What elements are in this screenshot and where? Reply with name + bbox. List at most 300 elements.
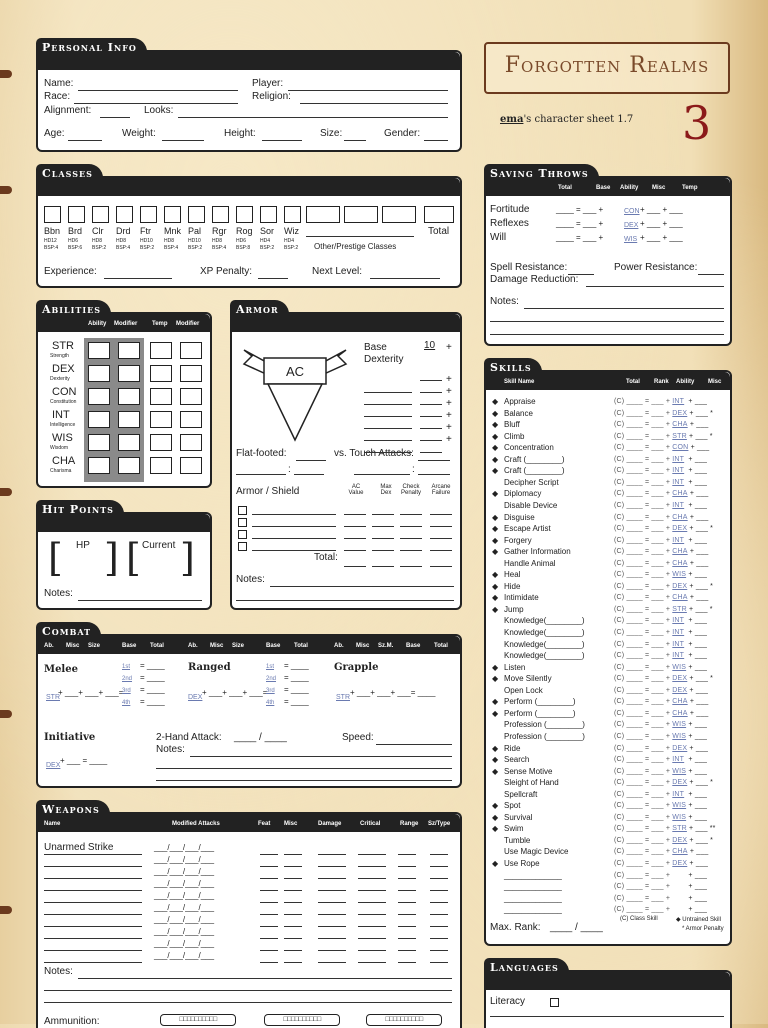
- skill-formula[interactable]: (C) ____ = ___ + CHA + ___: [614, 513, 709, 521]
- skill-row[interactable]: [486, 893, 758, 904]
- skill-formula[interactable]: (C) ____ = ___ + INT + ___: [614, 478, 708, 486]
- skill-formula[interactable]: (C) ____ = ___ + STR + ___ *: [614, 432, 713, 440]
- weapon-stat-field[interactable]: [318, 938, 346, 939]
- touch-extra[interactable]: [354, 474, 410, 475]
- weapon-stat-field[interactable]: [398, 890, 416, 891]
- armor-stat-field[interactable]: [400, 526, 422, 527]
- ammo-tracker[interactable]: □□□□□□□□□□: [160, 1014, 236, 1026]
- ac-modifier-value[interactable]: [420, 440, 442, 441]
- ability-score-box[interactable]: [118, 342, 140, 359]
- ac-modifier-value[interactable]: [420, 416, 442, 417]
- class-level-box[interactable]: [260, 206, 277, 223]
- weapon-stat-field[interactable]: [284, 962, 302, 963]
- combat-notes-field[interactable]: [156, 780, 452, 781]
- languages-field[interactable]: [490, 1016, 724, 1017]
- weapon-stat-field[interactable]: [318, 878, 346, 879]
- weapon-stat-field[interactable]: [318, 902, 346, 903]
- save-formula[interactable]: + ___ + ___: [640, 233, 683, 242]
- weapon-name-field[interactable]: [44, 890, 142, 891]
- weapon-stat-field[interactable]: [318, 854, 346, 855]
- skill-row[interactable]: [486, 558, 758, 569]
- weapon-stat-field[interactable]: [398, 854, 416, 855]
- skill-row[interactable]: [486, 604, 758, 615]
- skill-formula[interactable]: (C) ____ = ___ + STR + ___ *: [614, 605, 713, 613]
- weapon-stat-field[interactable]: [318, 890, 346, 891]
- class-level-box[interactable]: [188, 206, 205, 223]
- weapon-stat-field[interactable]: [430, 914, 448, 915]
- age-field[interactable]: [68, 140, 102, 141]
- weapon-stat-field[interactable]: [260, 914, 278, 915]
- hp-notes-field[interactable]: [78, 600, 202, 601]
- weapon-attacks-field[interactable]: ___/___/___/___: [154, 891, 215, 900]
- weapon-stat-field[interactable]: [358, 890, 386, 891]
- ac-modifier-value[interactable]: [420, 428, 442, 429]
- ac-modifier-value[interactable]: [420, 380, 442, 381]
- ability-score-box[interactable]: [118, 411, 140, 428]
- weapon-stat-field[interactable]: [358, 962, 386, 963]
- ability-score-box[interactable]: [88, 434, 110, 451]
- ability-score-box[interactable]: [88, 365, 110, 382]
- skill-formula[interactable]: (C) ____ = ___ + WIS + ___: [614, 663, 708, 671]
- armor-stat-field[interactable]: [430, 550, 452, 551]
- skill-formula[interactable]: (C) ____ = ___ + CON + ___: [614, 444, 710, 452]
- weapon-stat-field[interactable]: [284, 926, 302, 927]
- skill-formula[interactable]: (C) ____ = ___ + CHA + ___: [614, 698, 709, 706]
- armor-equipped-checkbox[interactable]: [238, 518, 247, 527]
- skill-formula[interactable]: (C) ____ = ___ + + ___: [614, 894, 708, 902]
- ability-score-box[interactable]: [118, 457, 140, 474]
- weapon-stat-field[interactable]: [260, 854, 278, 855]
- weapon-attacks-field[interactable]: ___/___/___/___: [154, 927, 215, 936]
- touch-extra[interactable]: [418, 474, 450, 475]
- ability-score-box[interactable]: [88, 342, 110, 359]
- weapon-stat-field[interactable]: [358, 854, 386, 855]
- ac-modifier-name[interactable]: [364, 416, 412, 417]
- weapon-stat-field[interactable]: [260, 950, 278, 951]
- save-notes-field[interactable]: [490, 321, 724, 322]
- ac-modifier-name[interactable]: [364, 392, 412, 393]
- weapon-attacks-field[interactable]: ___/___/___/___: [154, 951, 215, 960]
- ability-score-box[interactable]: [150, 457, 172, 474]
- skill-formula[interactable]: (C) ____ = ___ + DEX + ___ *: [614, 836, 714, 844]
- skill-formula[interactable]: (C) ____ = ___ + CHA + ___: [614, 548, 709, 556]
- ability-score-box[interactable]: [180, 434, 202, 451]
- weapon-stat-field[interactable]: [284, 878, 302, 879]
- armor-notes-field[interactable]: [270, 586, 454, 587]
- skill-formula[interactable]: (C) ____ = ___ + INT + ___: [614, 501, 708, 509]
- skill-row[interactable]: [486, 662, 758, 673]
- skill-row[interactable]: [486, 488, 758, 499]
- class-level-box[interactable]: [284, 206, 301, 223]
- height-field[interactable]: [262, 140, 302, 141]
- armor-equipped-checkbox[interactable]: [238, 542, 247, 551]
- looks-field[interactable]: [178, 117, 448, 118]
- class-level-box[interactable]: [212, 206, 229, 223]
- weapon-stat-field[interactable]: [284, 866, 302, 867]
- weapon-stat-field[interactable]: [284, 890, 302, 891]
- weapon-stat-field[interactable]: [398, 962, 416, 963]
- class-level-box[interactable]: [236, 206, 253, 223]
- skill-formula[interactable]: (C) ____ = ___ + WIS + ___: [614, 571, 708, 579]
- skill-row[interactable]: [486, 569, 758, 580]
- skill-formula[interactable]: (C) ____ = ___ + INT + ___: [614, 790, 708, 798]
- experience-field[interactable]: [104, 278, 172, 279]
- xp-penalty-field[interactable]: [258, 278, 288, 279]
- armor-total-field[interactable]: [372, 566, 394, 567]
- skill-formula[interactable]: (C) ____ = ___ + INT + ___: [614, 398, 708, 405]
- two-hand-field[interactable]: ____ / ____: [234, 732, 287, 743]
- weapon-stat-field[interactable]: [358, 878, 386, 879]
- skill-row[interactable]: [486, 812, 758, 823]
- skill-row[interactable]: [486, 858, 758, 869]
- weapon-attacks-field[interactable]: ___/___/___/___: [154, 843, 215, 852]
- skill-row[interactable]: [486, 396, 758, 407]
- skill-formula[interactable]: (C) ____ = ___ + INT + ___: [614, 640, 708, 648]
- skill-formula[interactable]: (C) ____ = ___ + + ___: [614, 883, 708, 891]
- skill-formula[interactable]: (C) ____ = ___ + CHA + ___: [614, 709, 709, 717]
- skill-formula[interactable]: (C) ____ = ___ + + ___: [614, 871, 708, 879]
- size-field[interactable]: [344, 140, 366, 141]
- skill-formula[interactable]: (C) ____ = ___ + CHA + ___: [614, 848, 709, 856]
- weapon-stat-field[interactable]: [260, 890, 278, 891]
- weapon-attacks-field[interactable]: ___/___/___/___: [154, 867, 215, 876]
- weapon-stat-field[interactable]: [284, 902, 302, 903]
- armor-stat-field[interactable]: [400, 514, 422, 515]
- power-resistance-field[interactable]: [698, 274, 724, 275]
- weapon-stat-field[interactable]: [260, 902, 278, 903]
- weapon-stat-field[interactable]: [284, 854, 302, 855]
- skill-row[interactable]: [486, 881, 758, 892]
- weapon-stat-field[interactable]: [398, 938, 416, 939]
- weapon-stat-field[interactable]: [430, 926, 448, 927]
- weapon-attacks-field[interactable]: ___/___/___/___: [154, 939, 215, 948]
- player-field[interactable]: [288, 90, 448, 91]
- weapon-stat-field[interactable]: [398, 902, 416, 903]
- ability-score-box[interactable]: [180, 342, 202, 359]
- weapon-name-field[interactable]: [44, 878, 142, 879]
- attack-total-field[interactable]: = ____: [140, 661, 165, 670]
- weapon-stat-field[interactable]: [260, 938, 278, 939]
- prestige-class-box[interactable]: [306, 206, 340, 223]
- skill-row[interactable]: [486, 789, 758, 800]
- skill-formula[interactable]: (C) ____ = ___ + INT + ___: [614, 652, 708, 660]
- armor-stat-field[interactable]: [430, 514, 452, 515]
- armor-name-field[interactable]: [252, 514, 336, 515]
- weapon-stat-field[interactable]: [318, 962, 346, 963]
- skill-row[interactable]: [486, 477, 758, 488]
- skill-formula[interactable]: (C) ____ = ___ + DEX + ___ *: [614, 409, 714, 417]
- weapon-stat-field[interactable]: [398, 950, 416, 951]
- weapon-stat-field[interactable]: [430, 950, 448, 951]
- ac-modifier-value[interactable]: [420, 392, 442, 393]
- ability-score-box[interactable]: [88, 457, 110, 474]
- weapon-attacks-field[interactable]: ___/___/___/___: [154, 915, 215, 924]
- skill-row[interactable]: [486, 627, 758, 638]
- armor-name-field[interactable]: [252, 538, 336, 539]
- weapon-stat-field[interactable]: [358, 866, 386, 867]
- weapon-stat-field[interactable]: [398, 914, 416, 915]
- skill-row[interactable]: [486, 754, 758, 765]
- ammo-tracker[interactable]: □□□□□□□□□□: [366, 1014, 442, 1026]
- skill-row[interactable]: [486, 615, 758, 626]
- weapon-name-field[interactable]: [44, 962, 142, 963]
- save-notes-field[interactable]: [490, 334, 724, 335]
- ac-modifier-value[interactable]: [420, 404, 442, 405]
- ammo-tracker[interactable]: □□□□□□□□□□: [264, 1014, 340, 1026]
- class-level-box[interactable]: [44, 206, 61, 223]
- weapon-stat-field[interactable]: [284, 938, 302, 939]
- weapon-stat-field[interactable]: [358, 950, 386, 951]
- ac-modifier-name[interactable]: [364, 452, 412, 453]
- attack-total-field[interactable]: = ____: [140, 685, 165, 694]
- weapon-stat-field[interactable]: [398, 926, 416, 927]
- flat-footed-field[interactable]: [296, 460, 326, 461]
- total-level-box[interactable]: [424, 206, 454, 223]
- class-level-box[interactable]: [68, 206, 85, 223]
- next-level-field[interactable]: [370, 278, 440, 279]
- attack-total-field[interactable]: = ____: [284, 673, 309, 682]
- max-rank-field[interactable]: ____ / ____: [550, 922, 603, 933]
- ac-modifier-name[interactable]: [364, 440, 412, 441]
- ability-score-box[interactable]: [180, 388, 202, 405]
- skill-row[interactable]: [486, 904, 758, 915]
- skill-formula[interactable]: (C) ____ = ___ + INT + ___: [614, 467, 708, 475]
- armor-stat-field[interactable]: [430, 538, 452, 539]
- skill-formula[interactable]: (C) ____ = ___ + DEX + ___: [614, 860, 709, 867]
- armor-stat-field[interactable]: [372, 514, 394, 515]
- skill-formula[interactable]: (C) ____ = ___ + DEX + ___: [614, 686, 709, 694]
- skill-row[interactable]: [486, 650, 758, 661]
- skill-row[interactable]: [486, 546, 758, 557]
- weapon-stat-field[interactable]: [358, 914, 386, 915]
- armor-stat-field[interactable]: [344, 526, 366, 527]
- armor-name-field[interactable]: [252, 550, 336, 551]
- attack-total-field[interactable]: = ____: [284, 685, 309, 694]
- race-field[interactable]: [74, 103, 238, 104]
- skill-row[interactable]: [486, 731, 758, 742]
- weapon-notes-field[interactable]: [44, 990, 452, 991]
- weapon-stat-field[interactable]: [260, 962, 278, 963]
- skill-formula[interactable]: (C) ____ = ___ + CHA + ___: [614, 559, 709, 567]
- skill-row[interactable]: [486, 408, 758, 419]
- skill-row[interactable]: [486, 823, 758, 834]
- religion-field[interactable]: [300, 103, 448, 104]
- skill-formula[interactable]: (C) ____ = ___ + STR + ___ **: [614, 825, 716, 833]
- flat-footed-extra[interactable]: [236, 474, 286, 475]
- combat-notes-field[interactable]: [156, 768, 452, 769]
- skill-row[interactable]: [486, 870, 758, 881]
- ability-score-box[interactable]: [88, 388, 110, 405]
- weapon-stat-field[interactable]: [430, 866, 448, 867]
- attack-total-field[interactable]: = ____: [284, 661, 309, 670]
- skill-row[interactable]: [486, 442, 758, 453]
- ability-score-box[interactable]: [150, 342, 172, 359]
- weapon-stat-field[interactable]: [318, 866, 346, 867]
- ability-score-box[interactable]: [118, 434, 140, 451]
- weapon-stat-field[interactable]: [318, 950, 346, 951]
- save-formula[interactable]: + ___ + ___: [640, 205, 683, 214]
- weapon-stat-field[interactable]: [398, 866, 416, 867]
- gender-field[interactable]: [424, 140, 448, 141]
- skill-formula[interactable]: (C) ____ = ___ + INT + ___: [614, 536, 708, 544]
- skill-row[interactable]: [486, 419, 758, 430]
- skill-row[interactable]: [486, 766, 758, 777]
- ability-score-box[interactable]: [180, 457, 202, 474]
- skill-formula[interactable]: (C) ____ = ___ + INT + ___: [614, 629, 708, 636]
- weapon-stat-field[interactable]: [430, 962, 448, 963]
- skill-row[interactable]: [486, 719, 758, 730]
- skill-row[interactable]: [486, 581, 758, 592]
- save-formula[interactable]: ____ = ___ +: [556, 233, 604, 242]
- skill-row[interactable]: [486, 696, 758, 707]
- ability-score-box[interactable]: [150, 365, 172, 382]
- weapon-stat-field[interactable]: [358, 902, 386, 903]
- weapon-attacks-field[interactable]: ___/___/___/___: [154, 855, 215, 864]
- weapon-attacks-field[interactable]: ___/___/___/___: [154, 903, 215, 912]
- skill-row[interactable]: [486, 743, 758, 754]
- class-level-box[interactable]: [92, 206, 109, 223]
- weapon-stat-field[interactable]: [260, 866, 278, 867]
- weapon-stat-field[interactable]: [260, 926, 278, 927]
- ability-score-box[interactable]: [118, 365, 140, 382]
- weapon-name-field[interactable]: [44, 854, 142, 855]
- weapon-notes-field[interactable]: [44, 1002, 452, 1003]
- armor-equipped-checkbox[interactable]: [238, 530, 247, 539]
- skill-row[interactable]: [486, 800, 758, 811]
- save-formula[interactable]: ____ = ___ +: [556, 205, 604, 214]
- prestige-class-box[interactable]: [382, 206, 416, 223]
- attack-total-field[interactable]: = ____: [284, 697, 309, 706]
- skill-row[interactable]: [486, 465, 758, 476]
- skill-formula[interactable]: (C) ____ = ___ + DEX + ___ *: [614, 779, 714, 787]
- weapon-stat-field[interactable]: [430, 890, 448, 891]
- damage-reduction-field[interactable]: [586, 286, 724, 287]
- skill-formula[interactable]: (C) ____ = ___ + WIS + ___: [614, 767, 708, 775]
- ability-score-box[interactable]: [88, 411, 110, 428]
- armor-total-field[interactable]: [344, 566, 366, 567]
- skill-row[interactable]: [486, 685, 758, 696]
- skill-formula[interactable]: (C) ____ = ___ + INT + ___: [614, 455, 708, 463]
- armor-stat-field[interactable]: [372, 550, 394, 551]
- weapon-stat-field[interactable]: [318, 926, 346, 927]
- weapon-name-field[interactable]: [44, 902, 142, 903]
- skill-formula[interactable]: (C) ____ = ___ + CHA + ___: [614, 490, 709, 498]
- weapon-name-field[interactable]: [44, 926, 142, 927]
- weapon-stat-field[interactable]: [284, 914, 302, 915]
- skill-formula[interactable]: (C) ____ = ___ + WIS + ___: [614, 802, 708, 810]
- skill-row[interactable]: [486, 523, 758, 534]
- skill-row[interactable]: [486, 512, 758, 523]
- ability-score-box[interactable]: [118, 388, 140, 405]
- weapon-stat-field[interactable]: [430, 938, 448, 939]
- ability-score-box[interactable]: [150, 388, 172, 405]
- ac-modifier-name[interactable]: [364, 404, 412, 405]
- attack-total-field[interactable]: = ____: [140, 673, 165, 682]
- armor-stat-field[interactable]: [344, 538, 366, 539]
- weapon-stat-field[interactable]: [430, 854, 448, 855]
- save-notes-field[interactable]: [524, 308, 724, 309]
- armor-stat-field[interactable]: [430, 526, 452, 527]
- speed-field[interactable]: [376, 744, 452, 745]
- armor-stat-field[interactable]: [372, 538, 394, 539]
- armor-notes-field[interactable]: [236, 600, 454, 601]
- skill-row[interactable]: [486, 708, 758, 719]
- flat-footed-extra[interactable]: [294, 474, 324, 475]
- save-formula[interactable]: ____ = ___ +: [556, 219, 604, 228]
- skill-formula[interactable]: (C) ____ = ___ + CHA + ___: [614, 594, 709, 602]
- ac-modifier-name[interactable]: [364, 428, 412, 429]
- ability-score-box[interactable]: [180, 411, 202, 428]
- skill-formula[interactable]: (C) ____ = ___ + WIS + ___: [614, 813, 708, 821]
- prestige-class-box[interactable]: [344, 206, 378, 223]
- weapon-name-field[interactable]: [44, 950, 142, 951]
- prestige-class-names[interactable]: [306, 236, 414, 237]
- skill-formula[interactable]: (C) ____ = ___ + INT + ___: [614, 756, 708, 764]
- weapon-stat-field[interactable]: [284, 950, 302, 951]
- weapon-name-field[interactable]: [44, 938, 142, 939]
- armor-stat-field[interactable]: [372, 526, 394, 527]
- weapon-stat-field[interactable]: [358, 926, 386, 927]
- skill-row[interactable]: [486, 431, 758, 442]
- skill-formula[interactable]: (C) ____ = ___ + DEX + ___ *: [614, 675, 714, 683]
- weapon-attacks-field[interactable]: ___/___/___/___: [154, 879, 215, 888]
- weapon-stat-field[interactable]: [398, 878, 416, 879]
- class-level-box[interactable]: [140, 206, 157, 223]
- weapon-stat-field[interactable]: [260, 878, 278, 879]
- weapon-name-field[interactable]: [44, 866, 142, 867]
- skill-formula[interactable]: (C) ____ = ___ + WIS + ___: [614, 732, 708, 740]
- weapon-stat-field[interactable]: [430, 878, 448, 879]
- skill-formula[interactable]: (C) ____ = ___ + CHA + ___: [614, 421, 709, 429]
- skill-row[interactable]: [486, 777, 758, 788]
- attack-total-field[interactable]: = ____: [140, 697, 165, 706]
- armor-total-field[interactable]: [430, 566, 452, 567]
- weapon-stat-field[interactable]: [358, 938, 386, 939]
- armor-equipped-checkbox[interactable]: [238, 506, 247, 515]
- literacy-checkbox[interactable]: [550, 998, 559, 1007]
- skill-formula[interactable]: (C) ____ = ___ + WIS + ___: [614, 721, 708, 729]
- weapon-stat-field[interactable]: [318, 914, 346, 915]
- ability-score-box[interactable]: [150, 434, 172, 451]
- ability-score-box[interactable]: [150, 411, 172, 428]
- ac-modifier-value[interactable]: [420, 452, 442, 453]
- armor-name-field[interactable]: [252, 526, 336, 527]
- armor-stat-field[interactable]: [400, 550, 422, 551]
- armor-total-field[interactable]: [400, 566, 422, 567]
- vs-touch-field[interactable]: [418, 460, 450, 461]
- skill-row[interactable]: [486, 639, 758, 650]
- skill-row[interactable]: [486, 673, 758, 684]
- combat-notes-field[interactable]: [190, 756, 452, 757]
- ability-score-box[interactable]: [180, 365, 202, 382]
- skill-row[interactable]: [486, 500, 758, 511]
- skill-row[interactable]: [486, 835, 758, 846]
- skill-formula[interactable]: (C) ____ = ___ + DEX + ___ *: [614, 525, 714, 533]
- weapon-name-field[interactable]: [44, 914, 142, 915]
- skill-row[interactable]: [486, 535, 758, 546]
- class-level-box[interactable]: [164, 206, 181, 223]
- armor-stat-field[interactable]: [344, 514, 366, 515]
- armor-stat-field[interactable]: [400, 538, 422, 539]
- skill-formula[interactable]: (C) ____ = ___ + INT + ___: [614, 617, 708, 625]
- skill-formula[interactable]: (C) ____ = ___ + DEX + ___: [614, 744, 709, 752]
- alignment-field[interactable]: [100, 117, 130, 118]
- skill-row[interactable]: [486, 454, 758, 465]
- class-level-box[interactable]: [116, 206, 133, 223]
- skill-row[interactable]: [486, 592, 758, 603]
- weapon-notes-field[interactable]: [78, 978, 452, 979]
- name-field[interactable]: [78, 90, 238, 91]
